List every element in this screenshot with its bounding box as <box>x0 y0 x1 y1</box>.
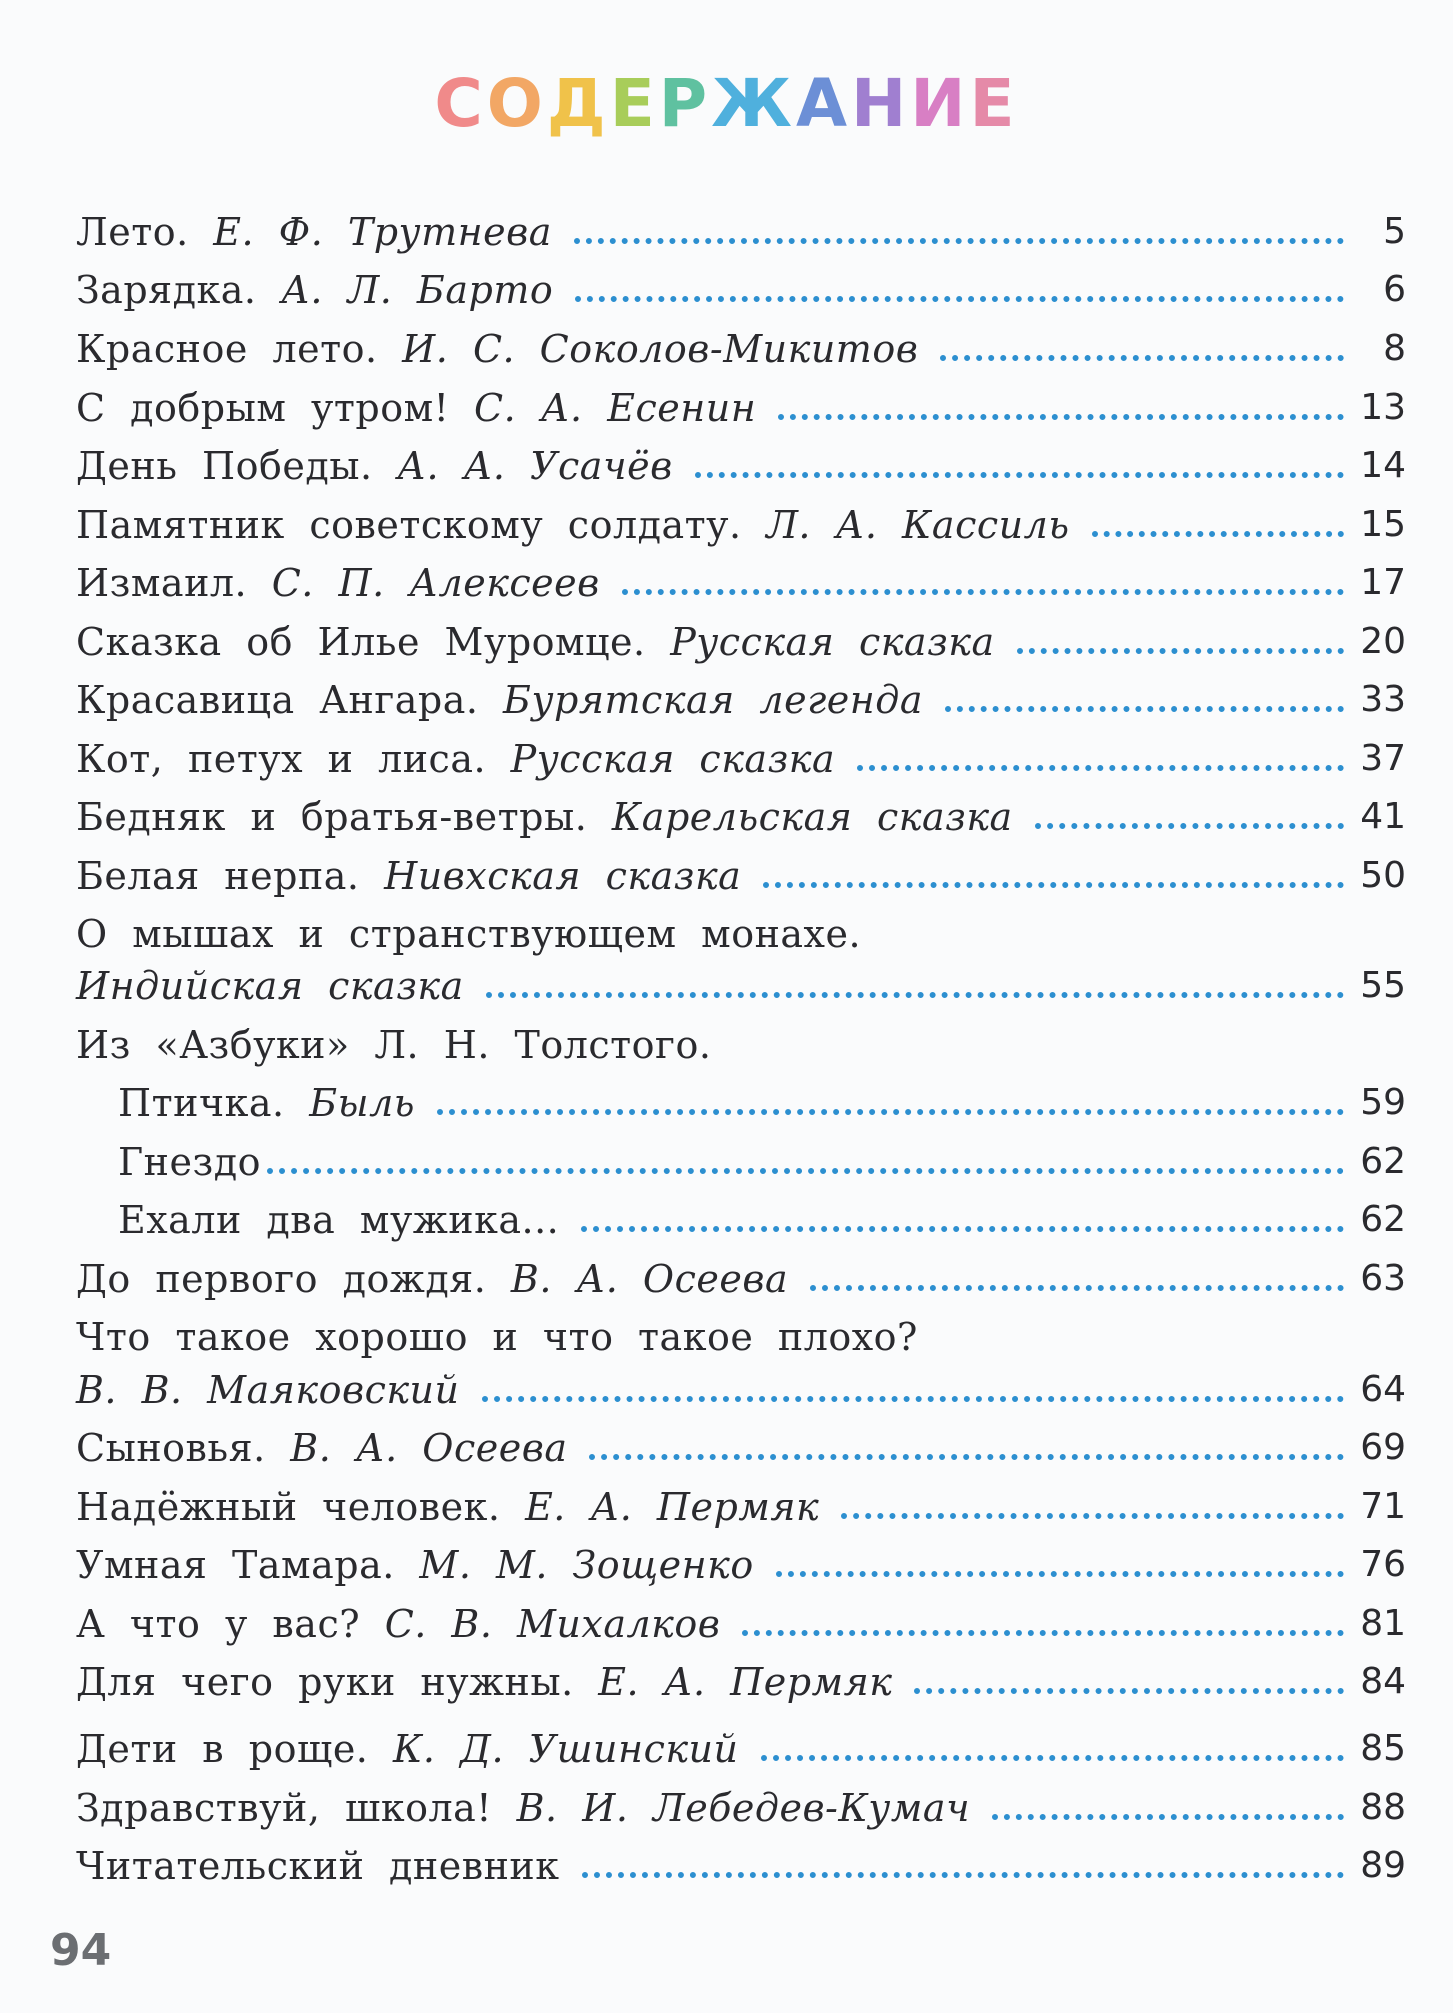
entry-page-number: 55 <box>1360 965 1406 1006</box>
entry-text <box>76 1784 970 1832</box>
leader-dots <box>486 992 1344 998</box>
leader-dots <box>841 1513 1344 1519</box>
entry-author: Индийская сказка <box>76 964 464 1008</box>
entry-title: Ехали два мужика... <box>118 1198 560 1242</box>
entry-author: С. В. Михалков <box>384 1602 721 1646</box>
page-title <box>0 64 1453 144</box>
toc-entry[interactable] <box>76 376 1406 432</box>
entry-author: Е. А. Пермяк <box>525 1485 820 1529</box>
toc-entry[interactable] <box>76 1475 1406 1531</box>
entry-page-number: 20 <box>1360 621 1406 662</box>
toc-entry[interactable] <box>76 1247 1406 1303</box>
entry-title: Гнездо <box>118 1140 261 1184</box>
entry-page-number: 84 <box>1360 1661 1406 1702</box>
toc-entry[interactable] <box>76 727 1406 783</box>
leader-dots <box>1035 823 1344 829</box>
toc-entry[interactable] <box>76 434 1406 490</box>
toc-entry[interactable] <box>76 1188 1406 1244</box>
title-letter: Ж <box>711 65 796 142</box>
entry-author: С. П. Алексеев <box>271 561 600 605</box>
toc-entry[interactable] <box>76 551 1406 607</box>
toc-entry[interactable] <box>76 1650 1406 1706</box>
entry-author: Нивхская сказка <box>384 854 742 898</box>
entry-page-number: 14 <box>1360 445 1406 486</box>
entry-author: М. М. Зощенко <box>419 1543 754 1587</box>
entry-text <box>76 735 835 783</box>
entry-title[interactable]: О мышах и странствующем монахе. <box>76 912 862 956</box>
entry-title: Сыновья. <box>76 1426 266 1470</box>
entry-title: С добрым утром! <box>76 386 450 430</box>
entry-text <box>76 559 600 607</box>
entry-text <box>76 618 995 666</box>
entry-title: До первого дождя. <box>76 1257 487 1301</box>
leader-dots <box>582 1872 1345 1878</box>
toc-entry[interactable] <box>76 954 1406 1010</box>
entry-page-number: 88 <box>1360 1787 1406 1828</box>
leader-dots <box>695 472 1344 478</box>
entry-page-number: 62 <box>1360 1141 1406 1182</box>
entry-author: Л. А. Кассиль <box>766 503 1070 547</box>
entry-page-number: 69 <box>1360 1427 1406 1468</box>
title-letter: А <box>795 65 852 142</box>
toc-entry[interactable] <box>76 258 1406 314</box>
leader-dots <box>267 1168 1344 1174</box>
entry-title: Читательский дневник <box>76 1844 560 1888</box>
entry-text <box>76 1842 560 1890</box>
entry-author: Е. Ф. Трутнева <box>213 210 552 254</box>
entry-title: А что у вас? <box>76 1602 361 1646</box>
entry-title: Измаил. <box>76 561 248 605</box>
entry-title: Умная Тамара. <box>76 1543 395 1587</box>
entry-text <box>76 325 918 373</box>
leader-dots <box>1017 648 1344 654</box>
entry-text <box>76 793 1013 841</box>
leader-dots <box>778 414 1344 420</box>
entry-author: А. А. Усачёв <box>397 444 673 488</box>
entry-title: Для чего руки нужны. <box>76 1660 574 1704</box>
entry-author: В. В. Маяковский <box>76 1368 460 1412</box>
leader-dots <box>482 1396 1345 1402</box>
toc-entry[interactable] <box>76 1592 1406 1648</box>
entry-page-number: 5 <box>1383 211 1406 252</box>
entry-page-number: 81 <box>1360 1603 1406 1644</box>
page-number: 94 <box>50 1925 112 1976</box>
toc-entry[interactable] <box>76 1358 1406 1414</box>
title-letter: Е <box>969 65 1019 142</box>
entry-author: Быль <box>309 1081 415 1125</box>
toc-entry[interactable] <box>76 610 1406 666</box>
toc-entry[interactable] <box>76 1416 1406 1472</box>
toc-entry[interactable] <box>76 493 1406 549</box>
title-letter: О <box>486 65 547 142</box>
entry-author: Русская сказка <box>670 620 995 664</box>
entry-title: Здравствуй, школа! <box>76 1786 493 1830</box>
entry-author: И. С. Соколов-Микитов <box>402 327 919 371</box>
leader-dots <box>810 1285 1344 1291</box>
entry-title[interactable]: Что такое хорошо и что такое плохо? <box>76 1315 918 1359</box>
leader-dots <box>581 1226 1344 1232</box>
toc-entry[interactable] <box>76 844 1406 900</box>
entry-title: Красавица Ангара. <box>76 678 479 722</box>
leader-dots <box>574 238 1344 244</box>
entry-author: Е. А. Пермяк <box>598 1660 893 1704</box>
entry-page-number: 8 <box>1383 328 1406 369</box>
entry-author: С. А. Есенин <box>474 386 757 430</box>
toc-entry[interactable] <box>76 1717 1406 1773</box>
entry-author: К. Д. Ушинский <box>392 1727 739 1771</box>
leader-dots <box>761 1755 1345 1761</box>
toc-entry[interactable] <box>76 668 1406 724</box>
entry-page-number: 17 <box>1360 562 1406 603</box>
leader-dots <box>622 589 1344 595</box>
entry-page-number: 71 <box>1360 1486 1406 1527</box>
entry-page-number: 41 <box>1360 796 1406 837</box>
entry-page-number: 13 <box>1360 387 1406 428</box>
entry-text <box>76 1725 739 1773</box>
toc-entry[interactable] <box>76 1130 1406 1186</box>
entry-title: Птичка. <box>118 1081 285 1125</box>
entry-title: Памятник советскому солдату. <box>76 503 742 547</box>
title-letter: И <box>910 65 970 142</box>
entry-page-number: 85 <box>1360 1728 1406 1769</box>
entry-text <box>76 208 552 256</box>
leader-dots <box>437 1109 1344 1115</box>
entry-text <box>76 501 1070 549</box>
entry-title: Зарядка. <box>76 268 257 312</box>
entry-page-number: 59 <box>1360 1082 1406 1123</box>
toc-entry[interactable] <box>76 1834 1406 1890</box>
title-letter: Р <box>658 65 712 142</box>
leader-dots <box>575 296 1344 302</box>
entry-text <box>76 1658 892 1706</box>
entry-page-number: 15 <box>1360 504 1406 545</box>
entry-title: Лето. <box>76 210 189 254</box>
entry-page-number: 89 <box>1360 1845 1406 1886</box>
toc-entry[interactable] <box>76 1776 1406 1832</box>
entry-page-number: 50 <box>1360 855 1406 896</box>
entry-author: Русская сказка <box>510 737 836 781</box>
leader-dots <box>742 1630 1344 1636</box>
entry-author: В. А. Осеева <box>510 1257 789 1301</box>
entry-text <box>76 1138 261 1186</box>
entry-title: Красное лето. <box>76 327 378 371</box>
entry-title: Белая нерпа. <box>76 854 360 898</box>
section-heading: Из «Азбуки» Л. Н. Толстого. <box>76 1023 712 1067</box>
entry-title: Сказка об Илье Муромце. <box>76 620 646 664</box>
entry-page-number: 63 <box>1360 1258 1406 1299</box>
entry-text <box>76 1255 788 1303</box>
entry-text <box>76 1600 720 1648</box>
entry-author: А. Л. Барто <box>281 268 554 312</box>
entry-text <box>76 1424 567 1472</box>
entry-page-number: 33 <box>1360 679 1406 720</box>
entry-author: Бурятская легенда <box>503 678 924 722</box>
toc-entry[interactable] <box>76 785 1406 841</box>
entry-text <box>76 962 464 1010</box>
leader-dots <box>776 1571 1344 1577</box>
entry-page-number: 6 <box>1383 269 1406 310</box>
entry-page-number: 76 <box>1360 1544 1406 1585</box>
entry-page-number: 62 <box>1360 1199 1406 1240</box>
leader-dots <box>945 706 1344 712</box>
leader-dots <box>857 765 1344 771</box>
leader-dots <box>763 882 1344 888</box>
leader-dots <box>914 1688 1344 1694</box>
entry-text <box>76 1483 819 1531</box>
toc-entry[interactable] <box>76 1071 1406 1127</box>
leader-dots <box>589 1454 1344 1460</box>
title-letter: Е <box>609 65 659 142</box>
entry-title: Бедняк и братья-ветры. <box>76 795 588 839</box>
entry-title: День Победы. <box>76 444 373 488</box>
entry-page-number: 37 <box>1360 738 1406 779</box>
entry-author: В. А. Осеева <box>290 1426 568 1470</box>
leader-dots <box>1092 531 1344 537</box>
entry-text <box>76 266 553 314</box>
title-letter: С <box>434 65 487 142</box>
entry-text <box>76 1196 559 1244</box>
entry-title: Дети в роще. <box>76 1727 369 1771</box>
entry-text <box>76 1541 754 1589</box>
entry-title: Кот, петух и лиса. <box>76 737 487 781</box>
entry-text <box>76 1079 415 1127</box>
entry-title: Надёжный человек. <box>76 1485 501 1529</box>
entry-author: Карельская сказка <box>611 795 1013 839</box>
toc-entry[interactable] <box>76 317 1406 373</box>
leader-dots <box>940 355 1344 361</box>
leader-dots <box>992 1814 1344 1820</box>
entry-text <box>76 384 756 432</box>
title-letter: Н <box>851 65 911 142</box>
toc-entry[interactable] <box>76 1533 1406 1589</box>
entry-text <box>76 442 673 490</box>
toc-entry[interactable] <box>76 200 1406 256</box>
entry-author: В. И. Лебедев-Кумач <box>516 1786 971 1830</box>
entry-text <box>76 852 741 900</box>
entry-text <box>76 676 923 724</box>
entry-page-number: 64 <box>1360 1369 1406 1410</box>
entry-text <box>76 1366 460 1414</box>
title-letter: Д <box>546 65 610 142</box>
